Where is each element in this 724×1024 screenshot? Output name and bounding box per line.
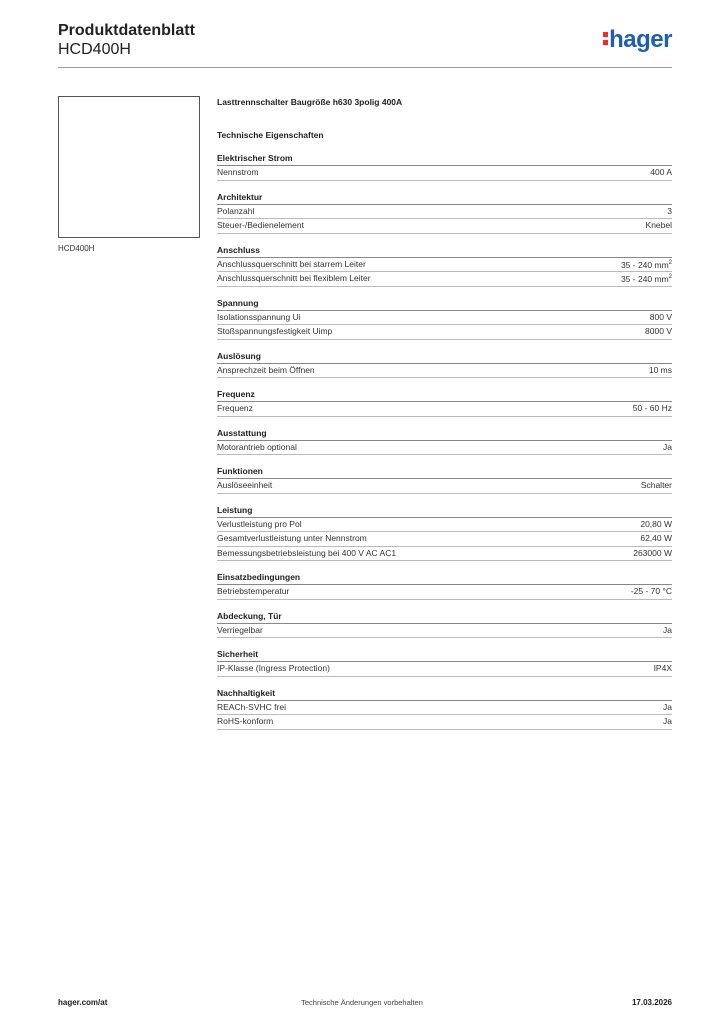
spec-label: Auslöseeinheit (217, 480, 273, 490)
spec-label: Frequenz (217, 403, 253, 413)
spec-content (217, 95, 672, 730)
spec-group-title: Einsatzbedingungen (217, 571, 672, 585)
spec-row (217, 364, 672, 379)
spec-value (650, 311, 672, 325)
spec-value (621, 271, 672, 286)
spec-group-title: Sicherheit (217, 648, 672, 662)
spec-row (217, 441, 672, 456)
spec-value-text: 800 V (649, 311, 672, 322)
footer-date: 17.03.2026 (631, 998, 672, 1007)
spec-value (663, 441, 672, 455)
spec-row (217, 272, 672, 287)
spec-group (217, 191, 672, 234)
footer-website[interactable]: hager.com/at (58, 998, 108, 1007)
spec-value-text: 50 - 60 Hz (632, 403, 672, 413)
spec-label: Bemessungsbetriebsleistung bei 400 V AC AC1 (217, 547, 397, 558)
spec-group-title: Leistung (217, 504, 672, 518)
spec-group (217, 571, 672, 600)
spec-groups (217, 152, 672, 730)
spec-value (645, 325, 672, 339)
spec-row (217, 547, 672, 562)
spec-label: Steuer-/Bedienelement (217, 220, 304, 230)
spec-row (217, 701, 672, 716)
spec-label: REACh-SVHC frei (217, 701, 286, 712)
spec-value (633, 402, 672, 416)
spec-value (649, 364, 672, 378)
spec-group-title: Abdeckung, Tür (217, 610, 672, 624)
spec-row (217, 258, 672, 273)
spec-value-text: Ja (663, 624, 672, 635)
section-heading: Technische Eigenschaften (217, 130, 324, 140)
spec-value-text: 35 - 240 mm (620, 259, 669, 270)
spec-group-title: Auslösung (217, 350, 672, 364)
spec-value (663, 701, 672, 715)
spec-row (217, 166, 672, 181)
hager-logo (603, 26, 672, 54)
spec-value-text: 10 ms (648, 364, 672, 375)
spec-value-text: 62,40 W (640, 533, 672, 543)
spec-group (217, 427, 672, 456)
spec-value (633, 547, 672, 561)
spec-label: Nennstrom (217, 167, 259, 177)
product-description: Lasttrennschalter Baugröße h630 3polig 400A (217, 97, 403, 107)
spec-row (217, 624, 672, 639)
logo-dots-icon (603, 29, 608, 48)
spec-label: Ansprechzeit beim Öffnen (217, 364, 315, 375)
spec-row (217, 205, 672, 220)
spec-group-title: Spannung (217, 297, 672, 311)
spec-label: Betriebstemperatur (217, 586, 290, 596)
spec-value-text: -25 - 70 °C (630, 586, 672, 596)
document-title: Produktdatenblatt (58, 22, 195, 39)
spec-value-text: Ja (663, 441, 672, 452)
spec-row (217, 715, 672, 730)
spec-label: Anschlussquerschnitt bei starrem Leiter (217, 258, 366, 269)
spec-group (217, 244, 672, 287)
spec-value (631, 585, 672, 599)
spec-value-text: 263000 W (633, 547, 672, 558)
spec-value-text: Ja (663, 716, 672, 726)
spec-value (640, 532, 672, 546)
spec-label: Stoßspannungsfestigkeit Uimp (217, 326, 333, 336)
spec-value-text: 8000 V (645, 326, 672, 336)
spec-group (217, 465, 672, 494)
spec-label: Verlustleistung pro Pol (217, 518, 302, 529)
spec-group (217, 648, 672, 677)
spec-label: Verriegelbar (217, 624, 263, 635)
spec-group (217, 350, 672, 379)
spec-group-title: Architektur (217, 191, 672, 205)
spec-value-superscript: 2 (668, 259, 672, 266)
spec-label: Gesamtverlustleistung unter Nennstrom (217, 533, 367, 543)
spec-group (217, 152, 672, 181)
spec-group-title: Elektrischer Strom (217, 152, 672, 166)
spec-group-title: Funktionen (217, 465, 672, 479)
spec-value (641, 479, 672, 493)
spec-value-superscript: 2 (668, 274, 672, 281)
spec-group-title: Ausstattung (217, 427, 672, 441)
spec-label: Polanzahl (217, 205, 255, 216)
footer-note: Technische Änderungen vorbehalten (301, 998, 423, 1007)
spec-value-text: Knebel (645, 220, 672, 230)
header (58, 22, 195, 60)
product-code: HCD400H (58, 41, 131, 58)
spec-group-title: Anschluss (217, 244, 672, 258)
spec-value-text: 400 A (650, 167, 672, 177)
spec-value-text: 20,80 W (640, 518, 672, 529)
spec-row (217, 479, 672, 494)
spec-group (217, 610, 672, 639)
spec-row (217, 325, 672, 340)
spec-value-text: Ja (663, 701, 672, 712)
spec-group-title: Nachhaltigkeit (217, 687, 672, 701)
spec-value (646, 219, 672, 233)
spec-value-text: Schalter (640, 480, 672, 490)
spec-row (217, 662, 672, 677)
spec-group-title: Frequenz (217, 388, 672, 402)
spec-row (217, 532, 672, 547)
spec-value (667, 205, 672, 219)
spec-label: Motorantrieb optional (217, 441, 297, 452)
spec-value-text: 3 (667, 205, 672, 216)
spec-group (217, 504, 672, 562)
spec-value-text: IP4X (653, 663, 672, 673)
spec-value (640, 518, 672, 532)
spec-value (650, 166, 672, 180)
spec-row (217, 518, 672, 533)
spec-label: IP-Klasse (Ingress Protection) (217, 663, 330, 673)
spec-group (217, 388, 672, 417)
spec-value-text: 35 - 240 mm (620, 273, 669, 284)
spec-label: Anschlussquerschnitt bei flexiblem Leiter (217, 273, 371, 283)
spec-row (217, 219, 672, 234)
spec-value (621, 257, 672, 272)
spec-label: Isolationsspannung Ui (217, 311, 301, 322)
header-divider (58, 67, 672, 68)
spec-row (217, 402, 672, 417)
product-image-caption: HCD400H (58, 244, 95, 253)
spec-value (654, 662, 672, 676)
logo-text: hager (609, 26, 672, 53)
spec-value (663, 715, 672, 729)
spec-value (663, 624, 672, 638)
spec-group (217, 297, 672, 340)
spec-group (217, 687, 672, 730)
spec-label: RoHS-konform (217, 716, 274, 726)
product-image-placeholder (58, 96, 200, 238)
spec-row (217, 311, 672, 326)
spec-row (217, 585, 672, 600)
